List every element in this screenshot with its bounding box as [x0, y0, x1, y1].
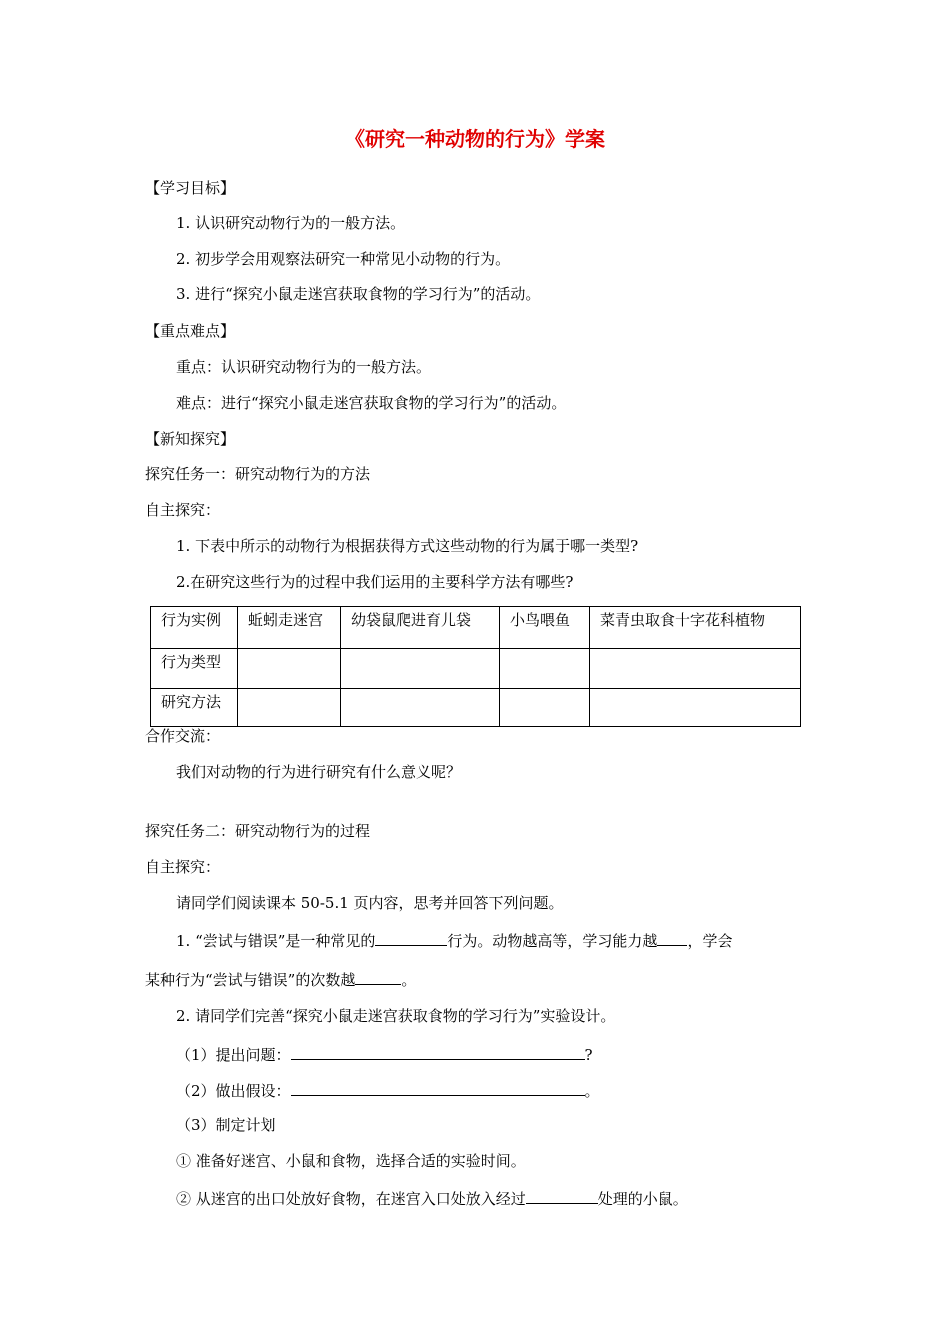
answer-blank[interactable] — [375, 929, 447, 946]
plan-text: 处理的小鼠。 — [597, 1190, 688, 1208]
step-1 — [176, 1043, 593, 1065]
step-end: ? — [584, 1046, 593, 1064]
self-explore-label-1: 自主探究： — [145, 501, 221, 519]
key-header: 【重点难点】 — [145, 322, 236, 340]
fill-text: 某种行为“尝试与错误”的次数越 — [145, 971, 356, 989]
behavior-table — [150, 606, 801, 727]
step-3: （3）制定计划 — [176, 1116, 276, 1134]
table-cell[interactable] — [341, 689, 500, 727]
plan-text: ② 从迷宫的出口处放好食物，在迷宫入口处放入经过 — [176, 1190, 526, 1208]
answer-blank[interactable] — [291, 1043, 585, 1060]
fill-text: 行为。动物越高等，学习能力越 — [447, 932, 658, 950]
step-label: （2）做出假设： — [176, 1082, 291, 1100]
difficult-point: 难点：进行“探究小鼠走迷宫获取食物的学习行为”的活动。 — [176, 394, 567, 412]
step-2 — [176, 1079, 600, 1101]
answer-blank[interactable] — [657, 929, 687, 946]
fill-question-1-line-2 — [145, 968, 416, 990]
table-cell[interactable] — [238, 649, 341, 689]
reading-instruction: 请同学们阅读课本 50-5.1 页内容，思考并回答下列问题。 — [176, 894, 564, 912]
fill-text: 1. “尝试与错误”是一种常见的 — [176, 932, 376, 950]
fill-text: ，学会 — [687, 932, 733, 950]
step-end: 。 — [584, 1082, 600, 1100]
table-cell[interactable] — [590, 649, 801, 689]
question-2: 2.在研究这些行为的过程中我们运用的主要科学方法有哪些? — [176, 573, 574, 591]
table-cell[interactable] — [341, 649, 500, 689]
answer-blank[interactable] — [526, 1187, 598, 1204]
question-3: 2. 请同学们完善“探究小鼠走迷宫获取食物的学习行为”实验设计。 — [176, 1007, 616, 1025]
plan-item-2 — [176, 1187, 688, 1209]
goal-2: 2. 初步学会用观察法研究一种常见小动物的行为。 — [176, 250, 511, 268]
plan-item-1: ① 准备好迷宫、小鼠和食物，选择合适的实验时间。 — [176, 1152, 526, 1170]
task-1-heading: 探究任务一：研究动物行为的方法 — [145, 465, 371, 483]
answer-blank[interactable] — [355, 968, 401, 985]
table-header-cell: 行为实例 — [151, 607, 238, 649]
fill-text: 。 — [401, 971, 417, 989]
table-row-label: 研究方法 — [151, 689, 238, 727]
table-header-row — [151, 607, 801, 649]
table-row — [151, 689, 801, 727]
table-cell[interactable] — [590, 689, 801, 727]
coop-question: 我们对动物的行为进行研究有什么意义呢？ — [176, 763, 462, 781]
task-2-heading: 探究任务二：研究动物行为的过程 — [145, 822, 371, 840]
self-explore-label-2: 自主探究： — [145, 858, 221, 876]
table-cell[interactable] — [500, 649, 590, 689]
step-label: （1）提出问题： — [176, 1046, 291, 1064]
answer-blank[interactable] — [291, 1079, 585, 1096]
table-cell[interactable] — [238, 689, 341, 727]
table-header-cell: 蚯蚓走迷宫 — [238, 607, 341, 649]
table-header-cell: 小鸟喂鱼 — [500, 607, 590, 649]
table-header-cell: 幼袋鼠爬进育儿袋 — [341, 607, 500, 649]
goal-1: 1. 认识研究动物行为的一般方法。 — [176, 214, 406, 232]
goals-header: 【学习目标】 — [145, 179, 236, 197]
explore-header: 【新知探究】 — [145, 430, 236, 448]
fill-question-1-line-1 — [176, 929, 732, 951]
coop-label: 合作交流： — [145, 727, 221, 745]
page-title: 《研究一种动物的行为》学案 — [345, 127, 605, 151]
question-1: 1. 下表中所示的动物行为根据获得方式这些动物的行为属于哪一类型? — [176, 537, 639, 555]
table-header-cell: 菜青虫取食十字花科植物 — [590, 607, 801, 649]
table-cell[interactable] — [500, 689, 590, 727]
table-row-label: 行为类型 — [151, 649, 238, 689]
key-point: 重点：认识研究动物行为的一般方法。 — [176, 358, 432, 376]
goal-3: 3. 进行“探究小鼠走迷宫获取食物的学习行为”的活动。 — [176, 285, 541, 303]
table-row — [151, 649, 801, 689]
